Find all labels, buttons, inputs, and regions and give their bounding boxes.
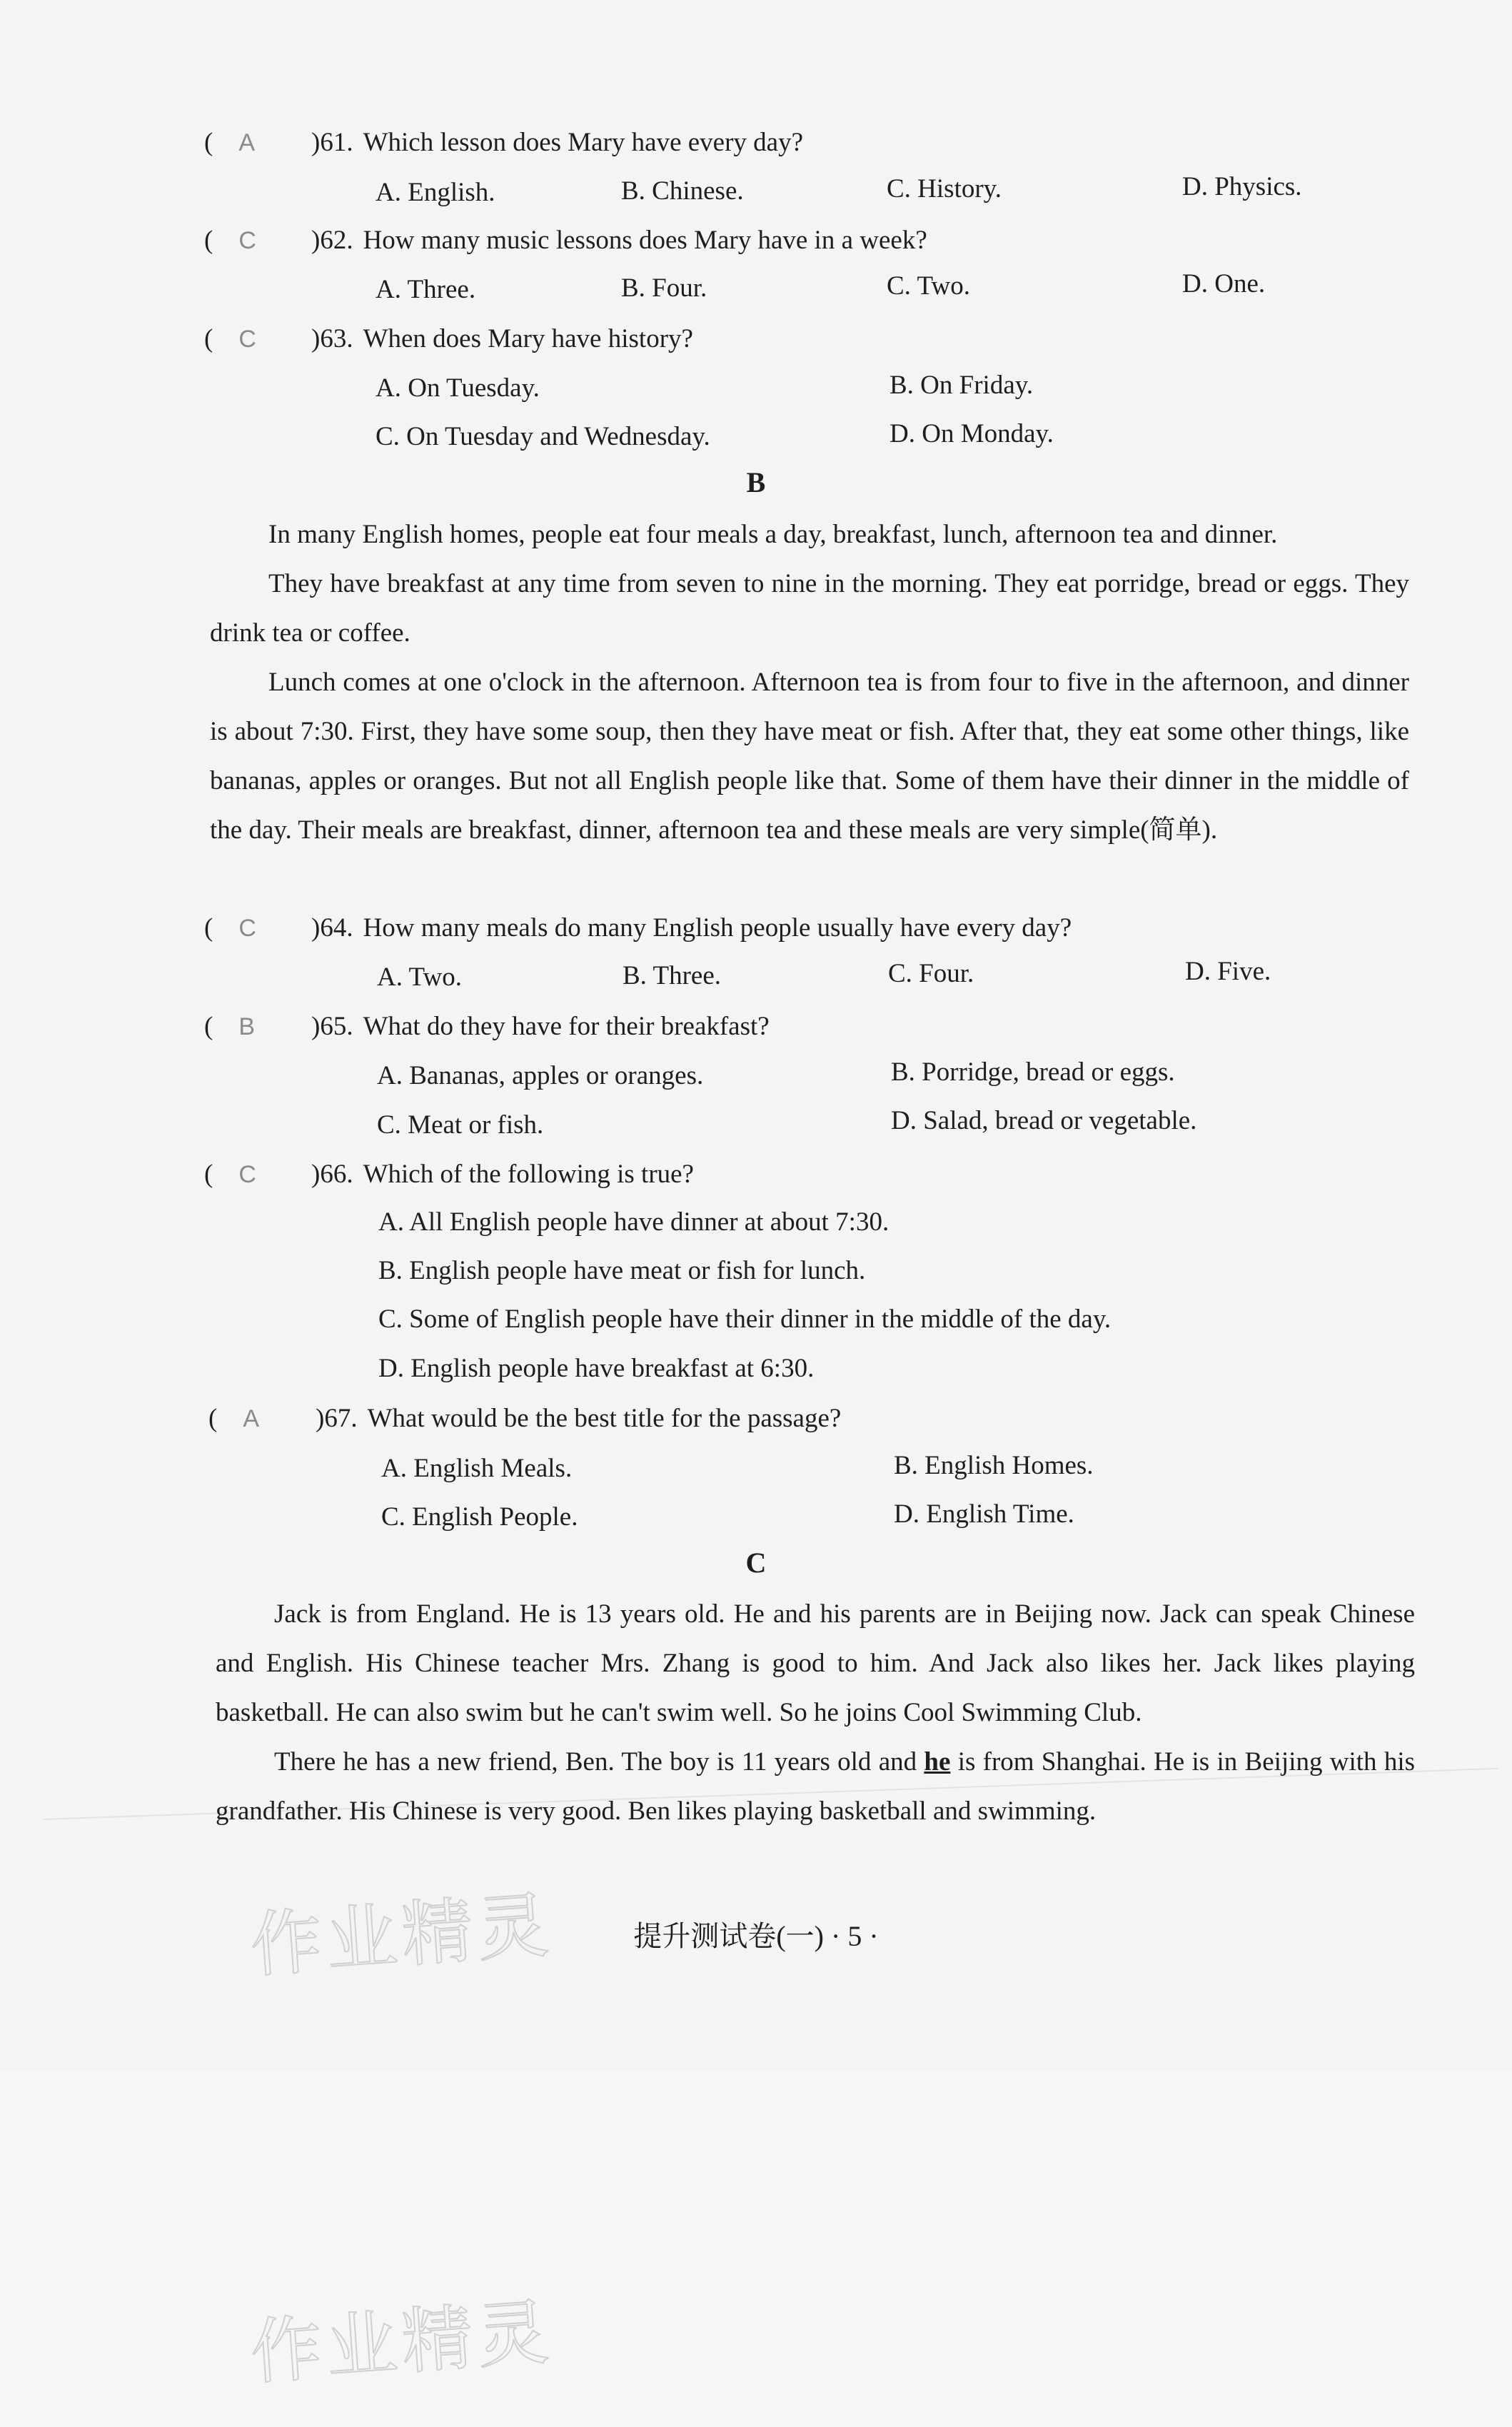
q64-option-a: A. Two. — [377, 963, 463, 992]
question-66: ( C )66. Which of the following is true? — [204, 1160, 694, 1189]
q65-option-b: B. Porridge, bread or eggs. — [891, 1057, 1175, 1087]
q65-option-d: D. Salad, bread or vegetable. — [891, 1106, 1197, 1135]
underlined-he: he — [924, 1747, 951, 1777]
question-61-text: Which lesson does Mary have every day? — [363, 128, 804, 157]
section-c-passage — [216, 1589, 1415, 1836]
q61-option-c: C. History. — [887, 174, 1002, 203]
section-c-paragraph-2: There he has a new friend, Ben. The boy is 11 years old and he is from Shanghai. He is in Beijing with his grandfather. His Chinese is very good. Ben likes playing basketball and swimming. — [216, 1747, 1415, 1826]
answer-66: C — [238, 1161, 256, 1188]
question-63: ( C )63. When does Mary have history? — [204, 324, 693, 353]
q67-option-a: A. English Meals. — [381, 1454, 573, 1483]
q63-option-d: D. On Monday. — [889, 419, 1054, 448]
q65-option-c: C. Meat or fish. — [377, 1110, 544, 1140]
q67-option-d: D. English Time. — [894, 1499, 1074, 1529]
q66-option-d: D. English people have breakfast at 6:30. — [378, 1354, 815, 1383]
q66-option-b: B. English people have meat or fish for lunch. — [378, 1256, 866, 1285]
question-67-text: What would be the best title for the passage? — [367, 1404, 842, 1433]
section-b-paragraph-2: They have breakfast at any time from seven to nine in the morning. They eat porridge, bread or eggs. They drink tea or coffee. — [210, 569, 1409, 648]
q61-option-d: D. Physics. — [1182, 172, 1302, 201]
section-c-heading: C — [745, 1547, 767, 1579]
q62-option-d: D. One. — [1182, 269, 1266, 298]
question-62-text: How many music lessons does Mary have in a week? — [363, 226, 927, 255]
question-67: ( A )67. What would be the best title for the passage? — [208, 1404, 842, 1433]
section-c-paragraph-1: Jack is from England. He is 13 years old. He and his parents are in Beijing now. Jack can speak Chinese and English. His Chinese teacher Mrs. Zhang is good to him. And Jack also likes her. Jack likes playing basketball. He can also swim but he can't swim well. So he joins Cool Swimming Club. — [216, 1599, 1415, 1727]
section-b-passage — [210, 510, 1409, 855]
q64-option-c: C. Four. — [888, 959, 974, 988]
q66-option-a: A. All English people have dinner at about 7:30. — [378, 1207, 889, 1237]
q62-option-b: B. Four. — [621, 273, 707, 303]
question-62: ( C )62. How many music lessons does Mary have in a week? — [204, 226, 927, 255]
section-b-paragraph-3: Lunch comes at one o'clock in the afternoon. Afternoon tea is from four to five in the afternoon, and dinner is about 7:30. First, they have some soup, then they have meat or fish. After that, they eat some other things, like bananas, apples or oranges. But not all English people like that. Some of them have their dinner in the middle of the day. Their meals are breakfast, dinner, afternoon tea and these meals are very simple(简单). — [210, 668, 1409, 845]
q66-option-c: C. Some of English people have their dinner in the middle of the day. — [378, 1305, 1112, 1334]
answer-64: C — [238, 915, 256, 942]
answer-61: A — [238, 129, 256, 156]
answer-65: B — [238, 1013, 256, 1040]
answer-62: C — [238, 227, 256, 254]
q63-option-b: B. On Friday. — [889, 371, 1034, 400]
q61-option-a: A. English. — [376, 178, 495, 207]
q64-option-d: D. Five. — [1185, 957, 1271, 986]
question-65-text: What do they have for their breakfast? — [363, 1012, 770, 1041]
section-b-heading: B — [746, 466, 766, 498]
answer-67: A — [243, 1405, 260, 1432]
q63-option-c: C. On Tuesday and Wednesday. — [376, 422, 710, 451]
watermark-logo-lower: 作业精灵 — [248, 2290, 556, 2395]
q62-option-c: C. Two. — [887, 271, 970, 301]
question-64: ( C )64. How many meals do many English people usually have every day? — [204, 913, 1072, 943]
q63-option-a: A. On Tuesday. — [376, 373, 540, 403]
bottom-blank-area — [0, 2071, 1512, 2427]
q65-option-a: A. Bananas, apples or oranges. — [377, 1061, 704, 1090]
q64-option-b: B. Three. — [623, 961, 722, 990]
question-63-text: When does Mary have history? — [363, 324, 693, 353]
answer-63: C — [238, 326, 256, 353]
page-footer: 提升测试卷(一) · 5 · — [633, 1920, 879, 1952]
watermark-logo: 作业精灵 — [248, 1883, 556, 1988]
question-65: ( B )65. What do they have for their breakfast? — [204, 1012, 770, 1041]
q62-option-a: A. Three. — [376, 275, 476, 304]
question-61: ( A )61. Which lesson does Mary have every day? — [204, 128, 804, 157]
q67-option-c: C. English People. — [381, 1502, 578, 1532]
q67-option-b: B. English Homes. — [894, 1451, 1094, 1480]
q61-option-b: B. Chinese. — [621, 176, 744, 206]
question-64-text: How many meals do many English people usually have every day? — [363, 913, 1072, 943]
section-b-paragraph-1: In many English homes, people eat four meals a day, breakfast, lunch, afternoon tea and dinner. — [268, 520, 1278, 549]
question-66-text: Which of the following is true? — [363, 1160, 694, 1189]
